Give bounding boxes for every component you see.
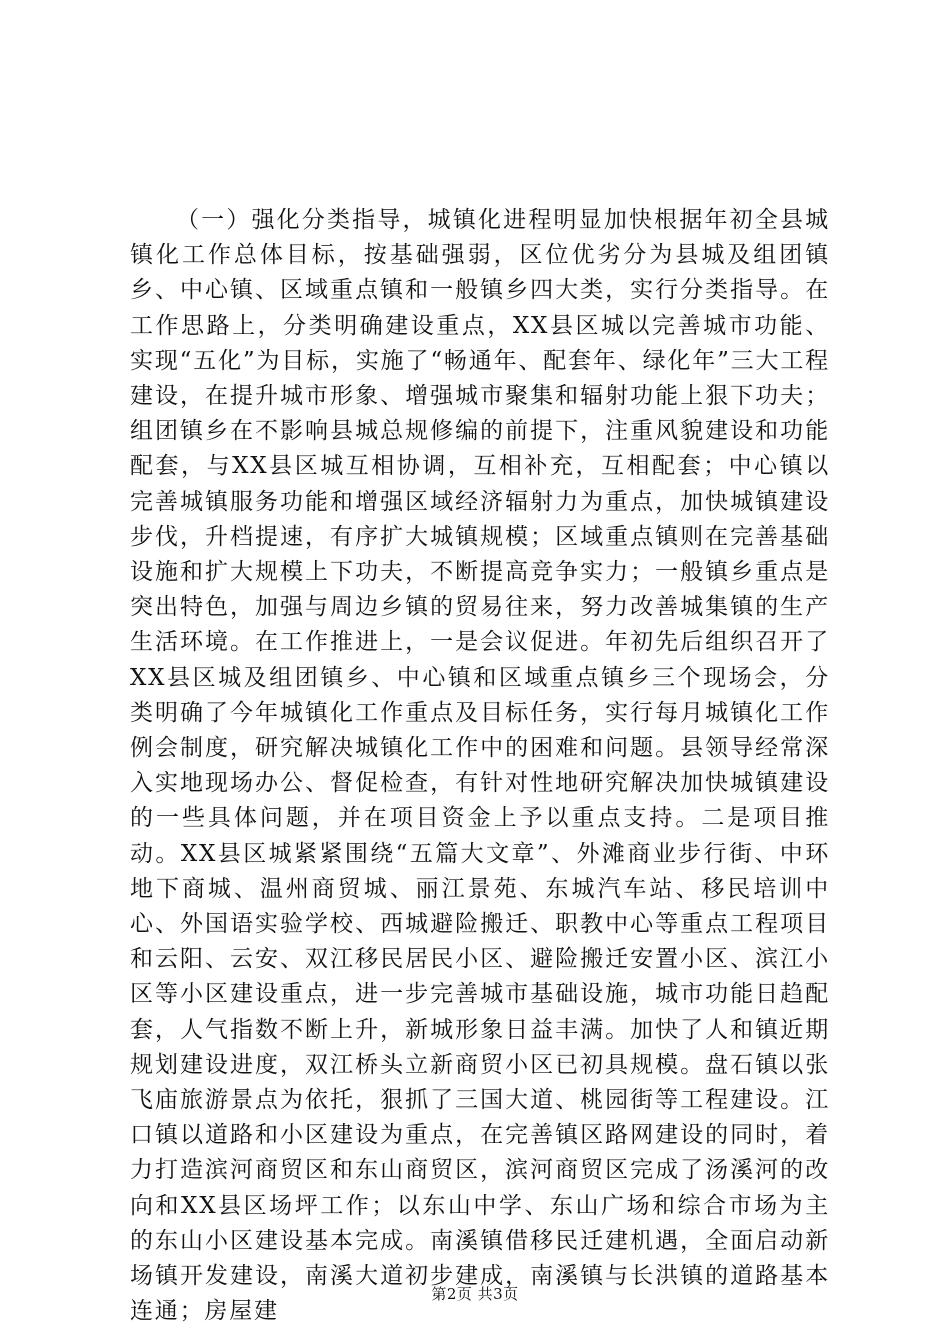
body-paragraph: （一）强化分类指导，城镇化进程明显加快根据年初全县城镇化工作总体目标，按基础强弱，区位优劣分为县城及组团镇乡、中心镇、区域重点镇和一般镇乡四大类，实行分类指导。在工作思路上，分类明确建设重点，XX县区城以完善城市功能、实现“五化”为目标，实施了“畅通年、配套年、绿化年”三大工程建设，在提升城市形象、增强城市聚集和辐射功能上狠下功夫；组团镇乡在不影响县城总规修编的前提下，注重风貌建设和功能配套，与XX县区城互相协调，互相补充，互相配套；中心镇以完善城镇服务功能和增强区域经济辐射力为重点，加快城镇建设步伐，升档提速，有序扩大城镇规模；区域重点镇则在完善基础设施和扩大规模上下功夫，不断提高竞争实力；一般镇乡重点是突出特色，加强与周边乡镇的贸易往来，努力改善城集镇的生产生活环境。在工作推进上，一是会议促进。年初先后组织召开了XX县区城及组团镇乡、中心镇和区域重点镇乡三个现场会，分类明确了今年城镇化工作重点及目标任务，实行每月城镇化工作例会制度，研究解决城镇化工作中的困难和问题。县领导经常深入实地现场办公、督促检查，有针对性地研究解决加快城镇建设的一些具体问题，并在项目资金上予以重点支持。二是项目推动。XX县区城紧紧围绕“五篇大文章”、外滩商业步行街、中环地下商城、温州商贸城、丽江景苑、东城汽车站、移民培训中心、外国语实验学校、西城避险搬迁、职教中心等重点工程项目和云阳、云安、双江移民居民小区、避险搬迁安置小区、滨江小区等小区建设重点，进一步完善城市基础设施，城市功能日趋配套，人气指数不断上升，新城形象日益丰满。加快了人和镇近期规划建设进度，双江桥头立新商贸小区已初具规模。盘石镇以张飞庙旅游景点为依托，狠抓了三国大道、桃园街等工程建设。江口镇以道路和小区建设为重点，在完善镇区路网建设的同时，着力打造滨河商贸区和东山商贸区，滨河商贸区完成了汤溪河的改向和XX县区场坪工作；以东山中学、东山广场和综合市场为主的东山小区建设基本完成。南溪镇借移民迁建机遇，全面启动新场镇开发建设，南溪大道初步建成，南溪镇与长洪镇的道路基本连通；房屋建 xyxy=(130,207,830,1325)
page-footer: 第2页 共3页 xyxy=(431,1285,519,1303)
